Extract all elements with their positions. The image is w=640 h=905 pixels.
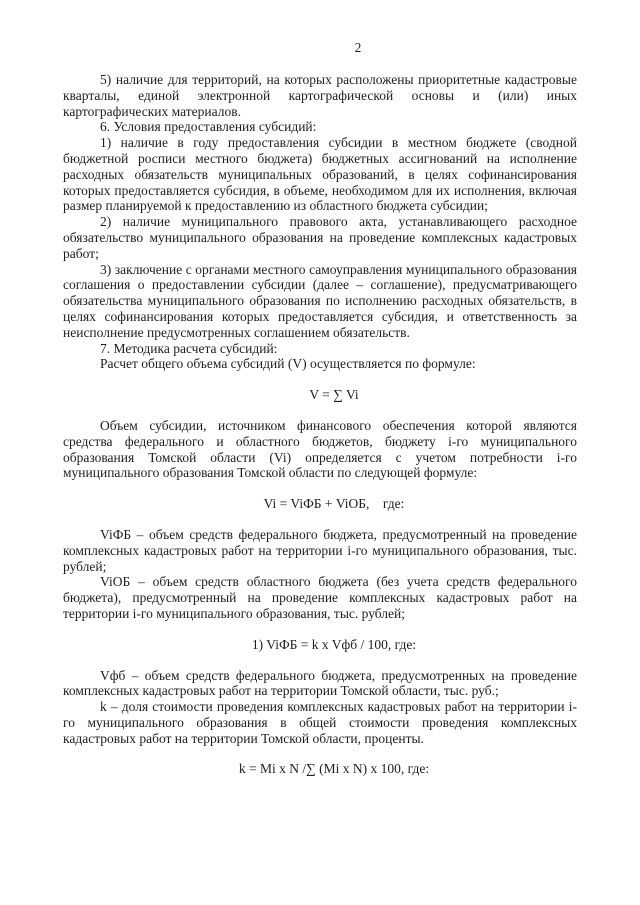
paragraph-vfb-definition: Vфб – объем средств федерального бюджета, предусмотренных на проведение комплексных кадастровых работ на территории Томской области, тыс. руб.; [63, 667, 577, 699]
document-body [63, 72, 577, 777]
formula-vifb: 1) ViФБ = k x Vфб / 100, где: [251, 636, 417, 652]
paragraph-subsidy-volume: Объем субсидии, источником финансового обеспечения которой являются средства федерального и областного бюджетов, бюджету i-го муниципального образования Томской области (Vi) определяется с учетом потребности i-го муниципального образования Томской области по следующей формуле: [63, 417, 577, 481]
paragraph-clause-5: 5) наличие для территорий, на которых расположены приоритетные кадастровые кварталы, единой электронной картографической основы и (или) иных картографических материалов. [63, 72, 577, 119]
paragraph-viob-definition: ViОБ – объем средств областного бюджета (без учета средств федерального бюджета), предусмотренный на проведение комплексных кадастровых работ на территории i-го муниципального образования, тыс. рублей; [63, 574, 577, 621]
formula-k: k = Mi x N /∑ (Mi x N) x 100, где: [238, 761, 430, 777]
paragraph-calc-intro: Расчет общего объема субсидий (V) осуществляется по формуле: [100, 356, 476, 372]
formula-total-subsidy: V = ∑ Vi [309, 387, 359, 403]
formula-vi-sum: Vi = ViФБ + ViОБ, где: [263, 496, 405, 512]
paragraph-condition-3: 3) заключение с органами местного самоуправления муниципального образования соглашения о предоставлении субсидии (далее – соглашение), предусматривающего обязательства муниципального образования по исполнению расходных обязательств, в целях софинансирования которых предоставляется субсидия, и ответственность за неисполнение предусмотренных соглашением обязательств. [63, 261, 577, 340]
section-6-heading: 6. Условия предоставления субсидий: [100, 119, 317, 135]
paragraph-vifb-definition: ViФБ – объем средств федерального бюджета, предусмотренный на проведение комплексных кадастровых работ на территории i-го муниципального образования, тыс. рублей; [63, 526, 577, 574]
paragraph-condition-1: 1) наличие в году предоставления субсидии в местном бюджете (сводной бюджетной росписи местного бюджета) бюджетных ассигнований на исполнение расходных обязательств муниципальных образований, в целях софинансирования которых предоставляется субсидия, в объеме, необходимом для их исполнения, включая размер планируемой к предоставлению из областного бюджета субсидии; [63, 135, 577, 214]
paragraph-condition-2: 2) наличие муниципального правового акта, устанавливающего расходное обязательство муниципального образования на проведение комплексных кадастровых работ; [63, 214, 577, 261]
section-7-heading: 7. Методика расчета субсидий: [100, 340, 278, 356]
paragraph-k-definition: k – доля стоимости проведения комплексных кадастровых работ на территории i-го муниципального образования в общей стоимости проведения комплексных кадастровых работ на территории Томской области, проценты. [63, 699, 577, 746]
page-number: 2 [354, 40, 362, 55]
